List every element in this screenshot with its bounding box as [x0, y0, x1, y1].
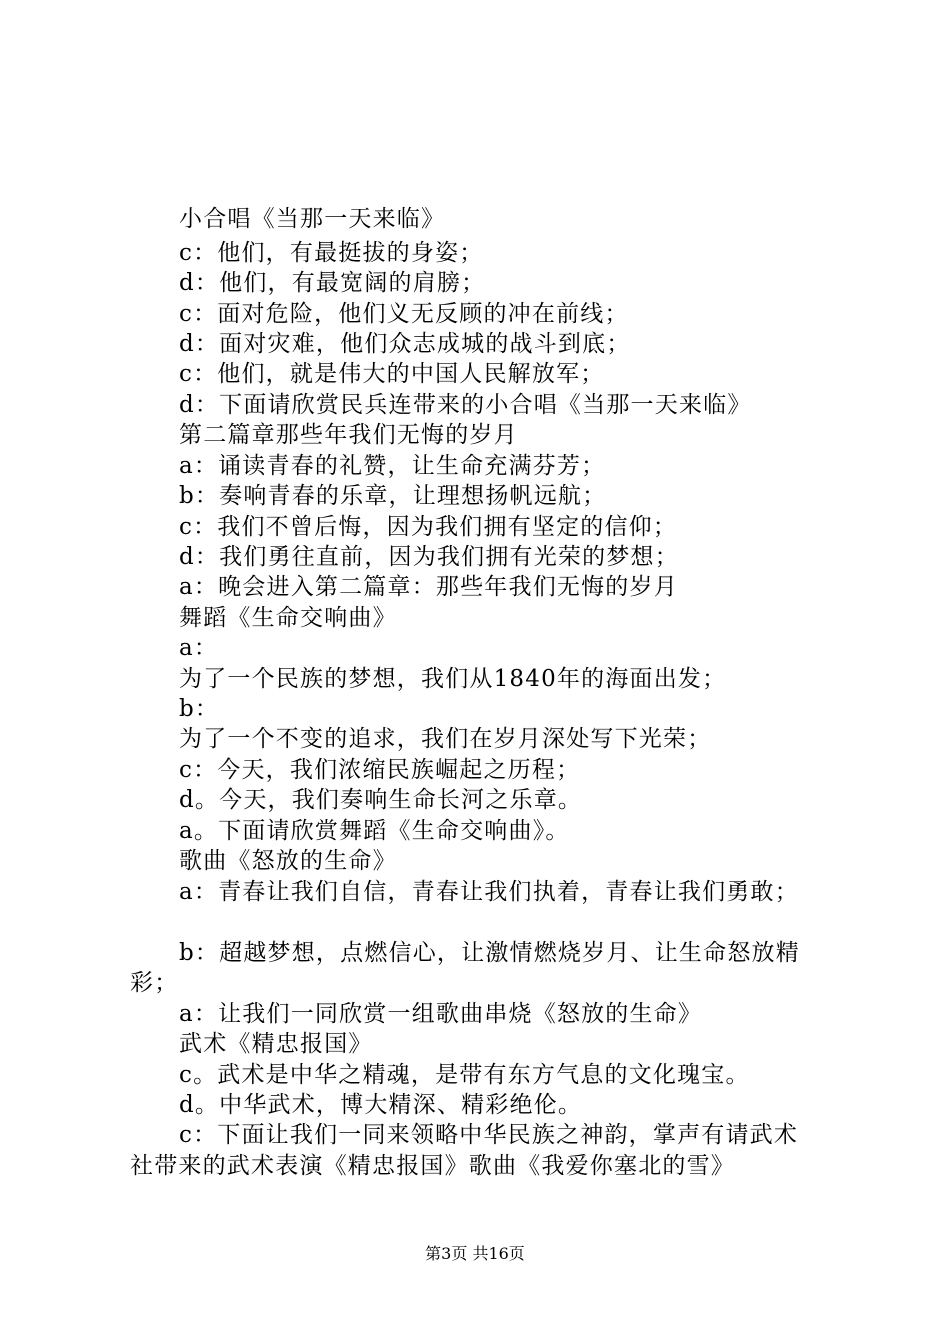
text-line: 第二篇章那些年我们无悔的岁月	[179, 422, 518, 448]
text-line: b：奏响青春的乐章，让理想扬帆远航；	[179, 483, 607, 509]
text-line: a：晚会进入第二篇章：那些年我们无悔的岁月	[179, 574, 678, 600]
text-line: c：今天，我们浓缩民族崛起之历程；	[179, 757, 581, 783]
text-line: c：面对危险，他们义无反顾的冲在前线；	[179, 301, 629, 327]
text-line: c：下面让我们一同来领略中华民族之神韵，掌声有请武术	[179, 1122, 799, 1148]
text-line: d。今天，我们奏响生命长河之乐章。	[179, 787, 583, 813]
page-footer: 第3页 共16页	[425, 1244, 525, 1263]
text-line: d：面对灾难，他们众志成城的战斗到底；	[179, 331, 631, 357]
text-line: c：他们，有最挺拔的身姿；	[179, 240, 484, 266]
text-line: 为了一个民族的梦想，我们从1840年的海面出发；	[179, 666, 727, 692]
text-line: c：我们不曾后悔，因为我们拥有坚定的信仰；	[179, 514, 678, 540]
text-line: d：下面请欣赏民兵连带来的小合唱《当那一天来临》	[179, 392, 752, 418]
text-line: a。下面请欣赏舞蹈《生命交响曲》。	[179, 818, 570, 844]
text-line: c。武术是中华之精魂，是带有东方气息的文化瑰宝。	[179, 1062, 750, 1088]
text-line: 武术《精忠报国》	[179, 1031, 373, 1057]
text-line: b：	[179, 696, 220, 722]
text-line: d：他们，有最宽阔的肩膀；	[179, 270, 486, 296]
text-line: a：诵读青春的礼赞，让生命充满芬芳；	[179, 453, 606, 479]
text-line: 歌曲《怒放的生命》	[179, 848, 397, 874]
text-line: a：让我们一同欣赏一组歌曲串烧《怒放的生命》	[179, 1001, 703, 1027]
text-line: 小合唱《当那一天来临》	[179, 206, 446, 232]
text-line: b：超越梦想，点燃信心，让激情燃烧岁月、让生命怒放精	[179, 940, 800, 966]
text-line: 彩；	[130, 970, 179, 996]
text-line: d：我们勇往直前，因为我们拥有光荣的梦想；	[179, 544, 679, 570]
text-line: 社带来的武术表演《精忠报国》歌曲《我爱你塞北的雪》	[130, 1153, 735, 1179]
text-line: a：青春让我们自信，青春让我们执着，青春让我们勇敢；	[179, 879, 799, 905]
text-line: 为了一个不变的追求，我们在岁月深处写下光荣；	[179, 726, 712, 752]
text-line: d。中华武术，博大精深、精彩绝伦。	[179, 1092, 583, 1118]
text-line: c：他们，就是伟大的中国人民解放军；	[179, 361, 605, 387]
text-line: a：	[179, 635, 219, 661]
text-line: 舞蹈《生命交响曲》	[179, 605, 397, 631]
